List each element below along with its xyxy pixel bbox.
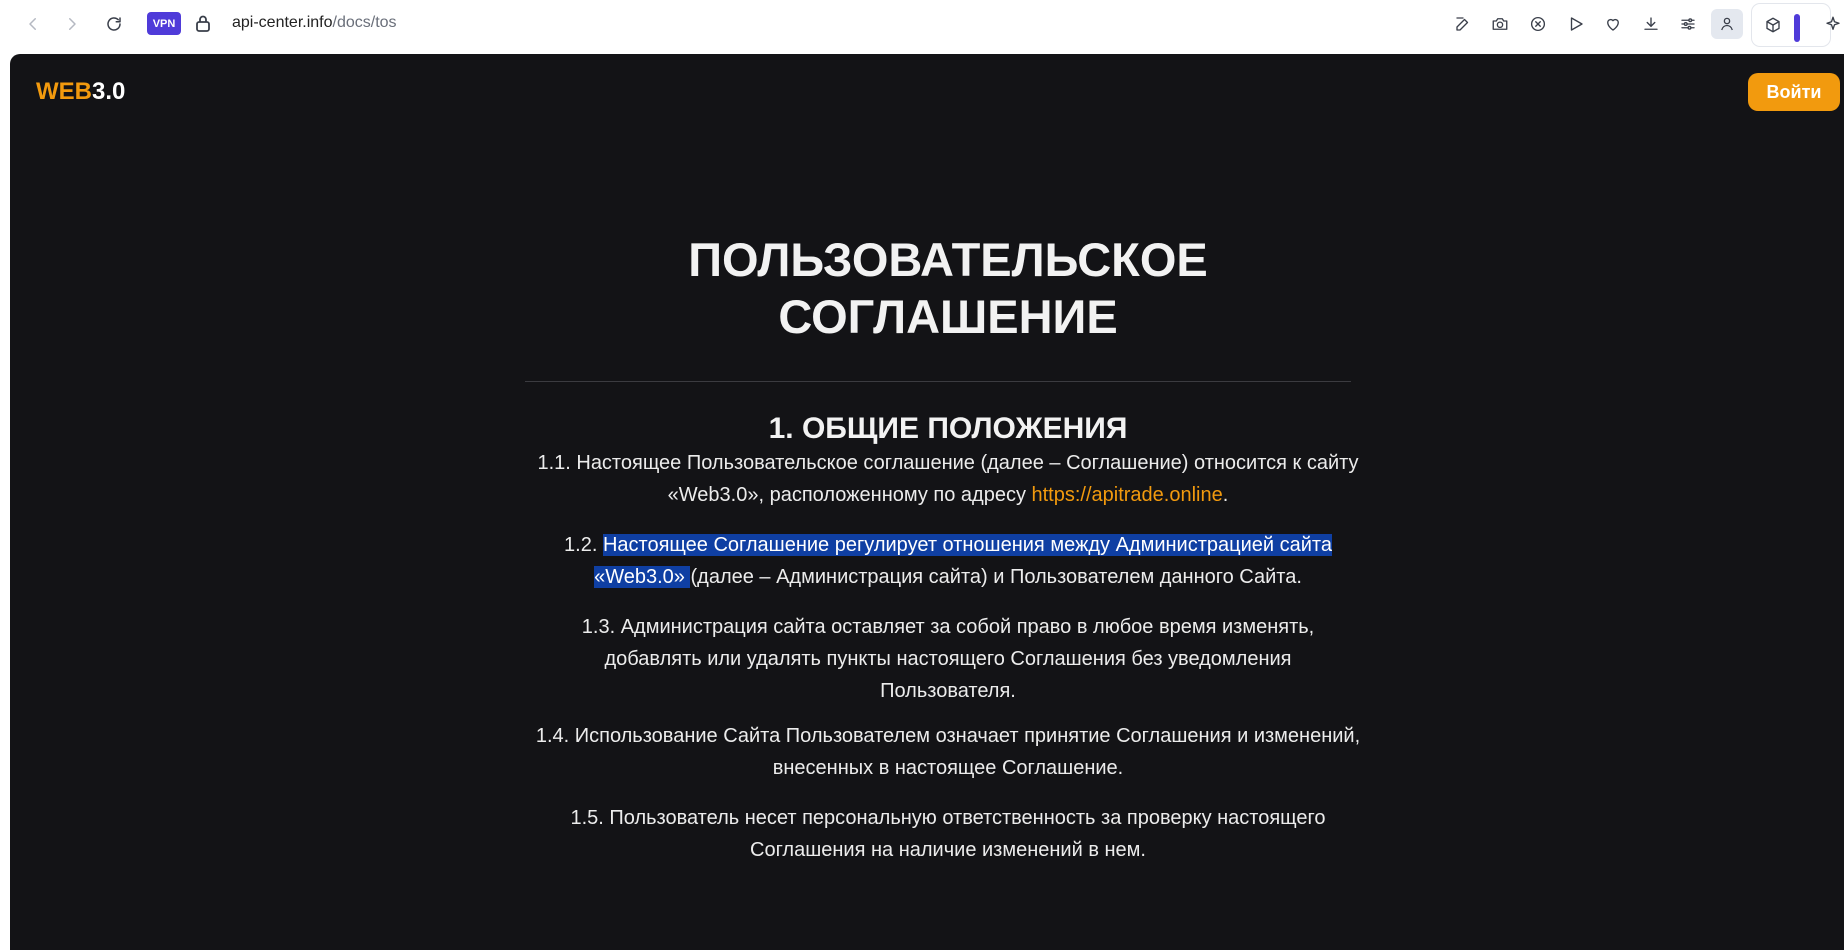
page-title — [522, 231, 1374, 346]
site-header — [10, 54, 1844, 128]
site-logo[interactable] — [36, 78, 125, 106]
paragraph-1-1 — [522, 447, 1374, 511]
p1-1-text: 1.1. Настоящее Пользовательское соглашение (далее – Соглашение) относится к сайту «Web3.0», расположенному по адресу — [537, 452, 1359, 506]
logo-rest: 3.0 — [92, 78, 126, 105]
p1-1-end: . — [1222, 484, 1229, 506]
site-url-link[interactable]: https://apitrade.online — [1031, 484, 1223, 506]
profile-button[interactable] — [1711, 9, 1743, 39]
web-page — [10, 54, 1844, 950]
paragraph-1-4: 1.4. Использование Сайта Пользователем означает принятие Соглашения и изменений, внесенных в настоящее Соглашение. — [535, 725, 1361, 779]
sliders-icon[interactable] — [1677, 13, 1699, 35]
paragraph-1-3: 1.3. Администрация сайта оставляет за собой право в любое время изменять, добавлять или удалять пункты настоящего Соглашения без уведомления Пользователя. — [581, 616, 1315, 702]
edit-icon[interactable] — [1452, 13, 1474, 35]
logo-accent: WEB — [36, 78, 92, 105]
browser-toolbar — [0, 0, 1844, 48]
url-host: api-center.info — [232, 14, 333, 31]
sparkle-icon[interactable] — [1822, 13, 1844, 35]
download-icon[interactable] — [1640, 13, 1662, 35]
p1-2-rest: (далее – Администрация сайта) и Пользователем данного Сайта. — [690, 566, 1302, 588]
paragraph-1-5: 1.5. Пользователь несет персональную ответственность за проверку настоящего Соглашения на наличие изменений в нем. — [570, 807, 1326, 861]
heart-icon[interactable] — [1602, 13, 1624, 35]
extensions-group — [1752, 4, 1830, 46]
section-1-title: 1. ОБЩИЕ ПОЛОЖЕНИЯ — [768, 412, 1128, 445]
url-path: /docs/tos — [332, 14, 397, 31]
title-line-1: ПОЛЬЗОВАТЕЛЬСКОЕ — [688, 233, 1208, 286]
paragraph-1-2 — [546, 529, 1350, 593]
cube-icon[interactable] — [1762, 14, 1784, 36]
sidebar-indicator — [1794, 14, 1800, 42]
shield-x-icon[interactable] — [1527, 13, 1549, 35]
login-button[interactable]: Войти — [1748, 73, 1840, 111]
vpn-badge[interactable]: VPN — [147, 12, 181, 35]
title-divider — [525, 381, 1351, 382]
p1-2-prefix: 1.2. — [564, 534, 603, 556]
send-icon[interactable] — [1565, 13, 1587, 35]
title-line-2: СОГЛАШЕНИЕ — [778, 290, 1118, 344]
camera-icon[interactable] — [1489, 13, 1511, 35]
selected-text: Настоящее Соглашение регулирует отношения между Администрацией сайта «Web3.0» — [594, 534, 1332, 588]
profile-icon — [1718, 15, 1736, 33]
